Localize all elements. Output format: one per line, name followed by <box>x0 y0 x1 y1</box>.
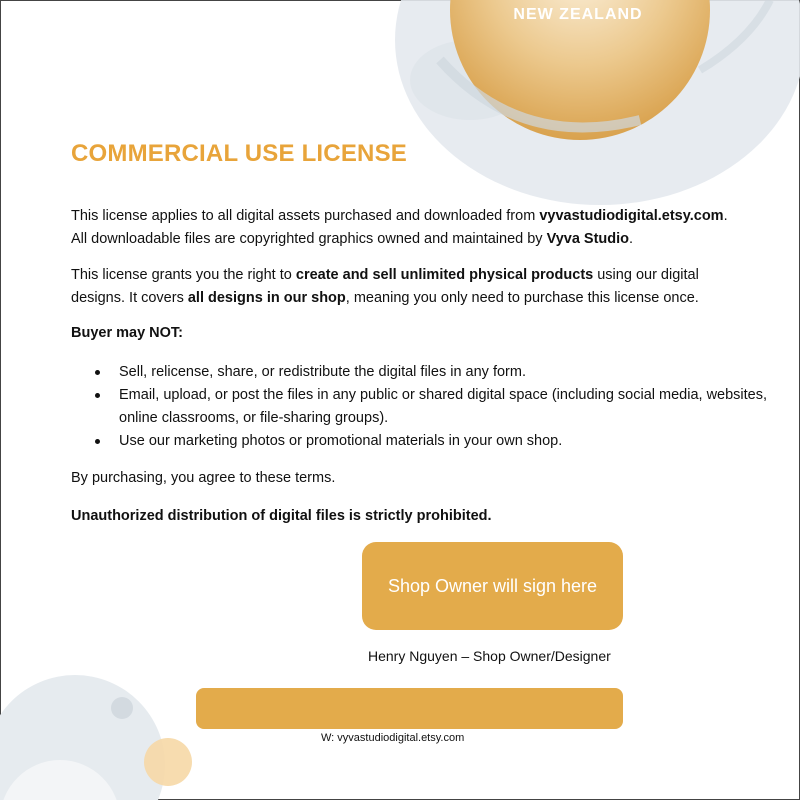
footer-website: W: vyvastudiodigital.etsy.com <box>321 732 465 744</box>
grant-text-1: This license grants you the right to <box>71 267 296 283</box>
intro-paragraph <box>71 205 731 251</box>
banner-text: NEW ZEALAND <box>513 6 643 23</box>
intro-text-2: . All downloadable files are copyrighted graphics owned and maintained by <box>71 208 728 247</box>
footer-bar <box>196 688 623 729</box>
owner-name-text: Vyva Studio <box>546 231 630 247</box>
signature-box <box>362 542 623 630</box>
grant-paragraph <box>71 264 731 310</box>
restrictions-list <box>71 361 779 453</box>
grant-text-2: using our digital designs. It covers <box>71 267 699 306</box>
list-item: Sell, relicense, share, or redistribute the digital files in any form. <box>119 361 779 384</box>
footer-decoration <box>0 640 220 800</box>
circle-decoration-graphic <box>0 0 800 220</box>
grant-bold-2: all designs in our shop <box>187 290 346 306</box>
header-decoration <box>0 0 800 220</box>
intro-text-1: This license applies to all digital assets purchased and downloaded from <box>71 208 540 224</box>
warning-text: Unauthorized distribution of digital files is strictly prohibited. <box>71 508 492 524</box>
grant-bold-1: create and sell unlimited physical products <box>295 267 594 283</box>
page-title: COMMERCIAL USE LICENSE <box>71 140 407 167</box>
signer-name: Henry Nguyen – Shop Owner/Designer <box>368 648 611 664</box>
shop-url-text: vyvastudiodigital.etsy.com <box>539 208 724 224</box>
intro-text-3: . <box>629 231 634 247</box>
list-item: Use our marketing photos or promotional materials in your own shop. <box>119 430 779 453</box>
list-item: Email, upload, or post the files in any public or shared digital space (including social media, websites, online classrooms, or file-sharing groups). <box>119 384 779 430</box>
signature-placeholder: Shop Owner will sign here <box>387 575 598 596</box>
agreement-text: By purchasing, you agree to these terms. <box>71 470 336 486</box>
bubbles-decoration-graphic <box>0 640 220 800</box>
restrictions-heading: Buyer may NOT: <box>71 325 184 341</box>
grant-text-3: , meaning you only need to purchase this license once. <box>345 290 699 306</box>
